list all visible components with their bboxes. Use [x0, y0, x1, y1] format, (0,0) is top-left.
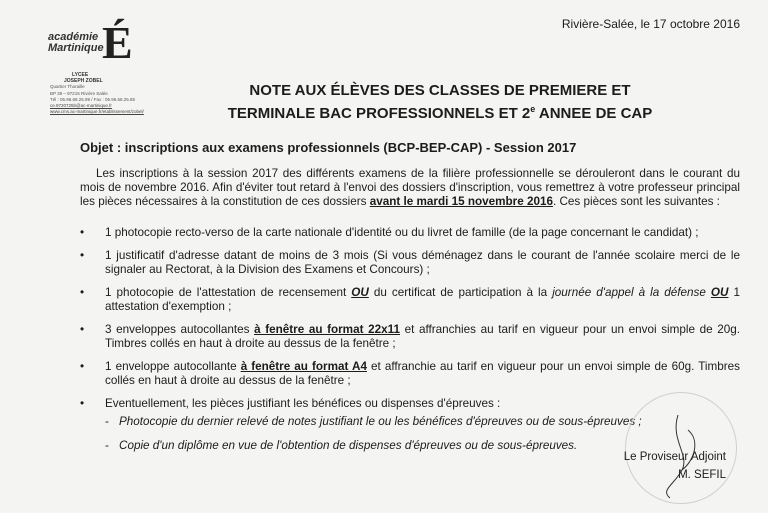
bullet: • — [80, 286, 85, 299]
signatory-name: M. SEFIL — [678, 469, 726, 481]
bullet: • — [80, 397, 85, 410]
signature-block — [620, 448, 726, 484]
list-item: • 3 enveloppes autocollantes à fenêtre au format 22x11 et affranchies au tarif en vigueur pour un envoi simple de 20g. Timbres collés en haut à droite au dessus de la fenêtre ; — [80, 323, 740, 350]
list-item: • 1 photocopie de l'attestation de recensement OU du certificat de participation à la journée d'appel à la défense OU 1 attestation d'exemption ; — [80, 286, 740, 313]
list-item: • Eventuellement, les pièces justifiant les bénéfices ou dispenses d'épreuves : - Photocopie du dernier relevé de notes justifiant le ou les bénéfices d'épreuves ou de sous-épreuves ; - Copie d'un diplôme en vue de l'obtention de dispenses d'épreuves ou de sous-épreuves. — [80, 397, 740, 453]
academie-logo — [36, 17, 156, 70]
school-email: ce.9720725b@ac-martinique.fr — [50, 103, 112, 109]
school-address: LYCEE JOSEPH ZOBEL Quartier Thoraille BP 38 – 97215 Rivière Salée Tél : 05.96.68.25.99 / Fax : 05.96.68.25.85 ce.9720725b@ac-martinique.fr www.cms.ac-martinique.fr/etablissement/zobel/ — [50, 72, 190, 115]
bullet: • — [80, 226, 85, 239]
school-name: JOSEPH ZOBEL — [64, 78, 103, 85]
bullet: • — [80, 360, 85, 373]
sub-list-item: - Photocopie du dernier relevé de notes justifiant le ou les bénéfices d'épreuves ou de sous-épreuves ; — [105, 415, 642, 428]
list-item: • 1 justificatif d'adresse datant de moins de 3 mois (Si vous déménagez dans le courant de l'année scolaire merci de le signaler au Rectorat, à la Division des Examens et Concours) ; — [80, 249, 740, 276]
list-item: • 1 enveloppe autocollante à fenêtre au format A4 et affranchie au tarif en vigueur pour un envoi simple de 60g. Timbres collés en haut à droite au dessus de la fenêtre ; — [80, 360, 740, 387]
logo-letter: É — [102, 17, 133, 68]
deadline: avant le mardi 15 novembre 2016 — [369, 195, 553, 208]
list-item: • 1 photocopie recto-verso de la carte nationale d'identité ou du livret de famille (de la page concernant le candidat) ; — [80, 226, 699, 239]
sub-list-item: - Copie d'un diplôme en vue de l'obtention de dispenses d'épreuves ou de sous-épreuves. — [105, 439, 578, 452]
bullet: • — [80, 249, 85, 262]
school-website: www.cms.ac-martinique.fr/etablissement/zobel/ — [50, 109, 144, 115]
intro-paragraph: Les inscriptions à la session 2017 des différents examens de la filière professionnelle se dérouleront dans le courant du mois de novembre 2016. Afin d'éviter tout retard à l'envoi des dossiers d'inscription, vous remettrez à votre professeur principal les pièces nécessaires à la constitution de ces dossiers avant le mardi 15 novembre 2016. Ces pièces sont les suivantes : — [80, 167, 740, 208]
letter-date: Rivière-Salée, le 17 octobre 2016 — [561, 17, 740, 31]
bullet: • — [80, 323, 85, 336]
school-type: LYCEE — [72, 72, 89, 78]
subject-line: Objet : inscriptions aux examens professionnels (BCP-BEP-CAP) - Session 2017 — [80, 140, 577, 155]
note-title: NOTE AUX ÉLÈVES DES CLASSES DE PREMIERE ET TERMINALE BAC PROFESSIONNELS ET 2e ANNEE DE CAP — [227, 82, 653, 122]
signatory-role: Le Proviseur Adjoint — [623, 451, 726, 463]
logo-text: académie Martinique — [48, 31, 104, 54]
